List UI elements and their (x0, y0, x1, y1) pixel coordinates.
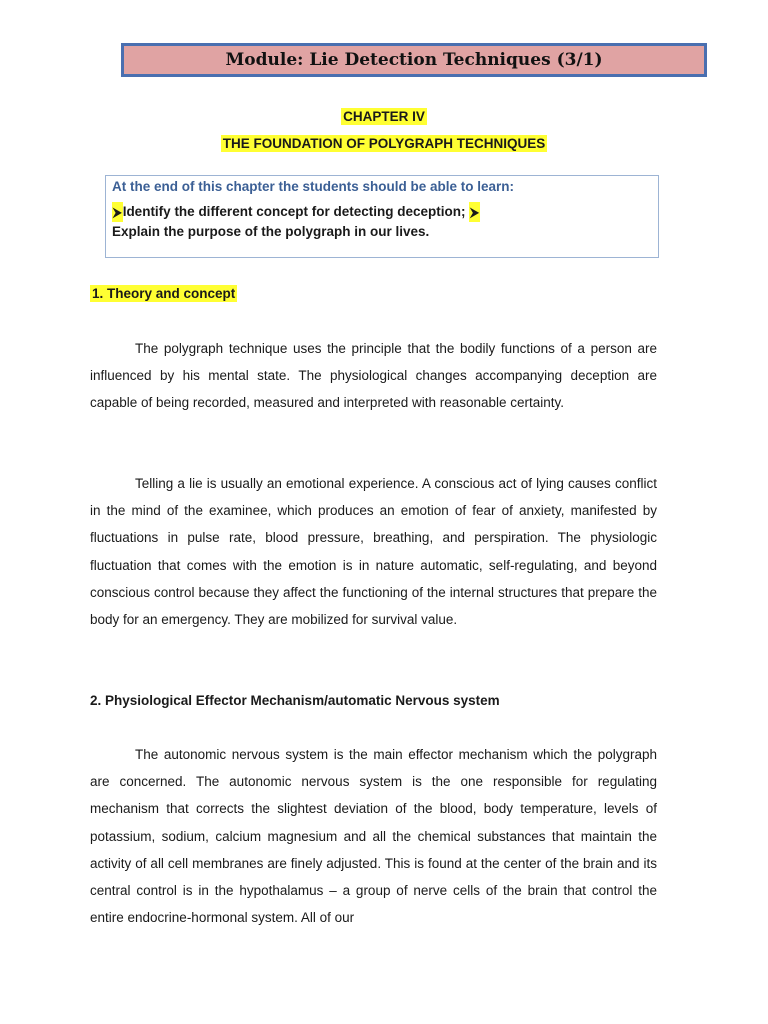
paragraph-effector-1: The autonomic nervous system is the main effector mechanism which the polygraph are concerned. The autonomic nervous system is the one responsible for regulating mechanism that corrects the slightest deviation of the blood, body temperature, levels of potassium, sodium, calcium magnesium and all the chemical substances that maintain the activity of all cell membranes are finely adjusted. This is found at the center of the brain and its central control is in the hypothalamus – a group of nerve cells of the brain that control the entire endocrine-hormonal system. All of our (90, 747, 657, 926)
section-heading-effector-mechanism (90, 693, 500, 708)
objective-text-2: Explain the purpose of the polygraph in our lives. (112, 224, 430, 239)
objective-text-1: Identify the different concept for detecting deception; (122, 204, 466, 219)
paragraph-theory-2: Telling a lie is usually an emotional experience. A conscious act of lying causes conflict in the mind of the examinee, which produces an emotion of fear of anxiety, manifested by fluctuations in pulse rate, blood pressure, breathing, and perspiration. The physiologic fluctuation that comes with the emotion is in nature automatic, self-regulating, and beyond conscious control because they affect the functioning of the internal structures that prepare the body for an emergency. They are mobilized for survival value. (90, 476, 657, 628)
objective-item-1 (112, 202, 652, 222)
section-heading-theory (90, 286, 237, 301)
chapter-number-line (0, 109, 768, 124)
chapter-title: THE FOUNDATION OF POLYGRAPH TECHNIQUES (222, 136, 546, 151)
arrow-bullet-icon: ⮞ (469, 202, 480, 222)
paragraph-theory-1: The polygraph technique uses the principle that the bodily functions of a person are influenced by his mental state. The physiological changes accompanying deception are capable of being recorded, measured and interpreted with reasonable certainty. (90, 341, 657, 411)
arrow-bullet-icon: ⮞ (112, 202, 123, 222)
objective-item-2 (112, 222, 652, 242)
objectives-heading: At the end of this chapter the students should be able to learn: (112, 179, 515, 194)
section-heading-text: 1. Theory and concept (92, 286, 236, 301)
module-title-banner (121, 43, 707, 77)
section-heading-text: 2. Physiological Effector Mechanism/automatic Nervous system (90, 693, 500, 708)
chapter-title-line (0, 136, 768, 151)
chapter-number: CHAPTER IV (343, 109, 425, 124)
learning-objectives-box (105, 175, 659, 258)
module-title: Module: Lie Detection Techniques (3/1) (225, 50, 603, 70)
